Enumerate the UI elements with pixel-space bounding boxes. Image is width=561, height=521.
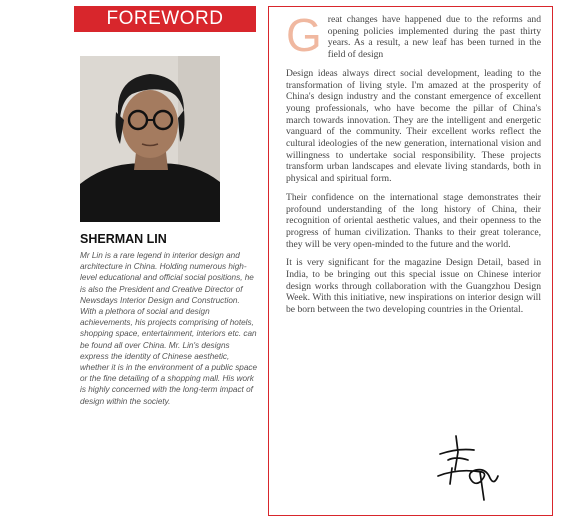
foreword-body — [286, 9, 541, 323]
paragraph-1-text: reat changes have happened due to the reforms and opening policies implemented during the past thirty years. As a result, a new leaf has been turned in the field of design — [327, 14, 541, 61]
paragraph-1 — [286, 9, 541, 61]
paragraph-4: It is very significant for the magazine Design Detail, based in India, to be bringing out this special issue on Chinese interior design works through collaboration with the Guangzhou Design Week. With this initiative, new inspirations on interior design will be born between the two developing countries in the Oriental. — [286, 257, 541, 316]
author-portrait — [80, 56, 220, 222]
paragraph-3: Their confidence on the international stage demonstrates their profound understanding of the long history of China, their recognition of oriental aesthetic values, and their openness to the progress of human civilization. Thanks to their great tolerance, they will be very open-minded to the future and the world. — [286, 191, 541, 250]
author-name: SHERMAN LIN — [80, 232, 167, 246]
author-signature — [428, 432, 504, 502]
author-bio: Mr Lin is a rare legend in interior design and architecture in China. Holding numerous high-level educational and official social positions, he is also the President and Creative Director of Newsdays Interior Design and Construction. With a plethora of social and design achievements, his projects comprising of hotels, shopping space, entertainment, interiors etc. can be found all over China. Mr. Lin's designs express the identity of Chinese aesthetic, whether it is in the environment of a public space or the fine detailing of a shopping mall. His work is highly concerned with the long-term impact of design within the society. — [80, 251, 258, 406]
paragraph-2: Design ideas always direct social development, leading to the transformation of living style. I'm amazed at the prosperity of China's design industry and the constant emergence of excellent young professionals, who have become the pillar of China's march towards innovation. They are the intelligent and energetic vanguard of the community. Their excellent works reflect the cultural ideologies of the new generation, international vision and willingness to undertake social responsibility. These projects transform urban landscapes and elevate living standards, both in physical and spiritual form. — [286, 67, 541, 185]
foreword-banner: FOREWORD — [74, 6, 256, 32]
drop-cap: G — [286, 9, 322, 61]
